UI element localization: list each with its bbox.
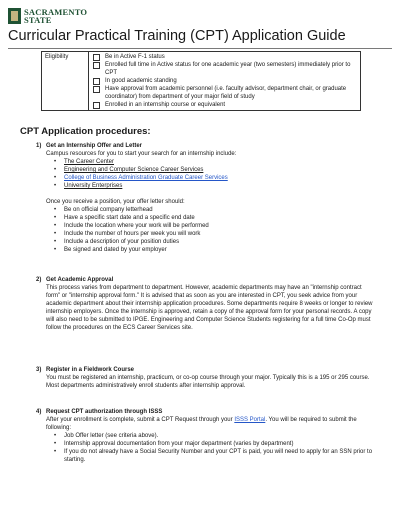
university-logo xyxy=(8,8,87,24)
list-item: • Internship approval documentation from your major department (varies by department) xyxy=(64,440,376,448)
checkbox-icon xyxy=(93,78,100,85)
list-item: • Include a description of your position duties xyxy=(64,238,376,246)
ecs-career-services-link[interactable]: Engineering and Computer Science Career Services xyxy=(64,167,204,173)
step-1-title: Get an Internship Offer and Letter xyxy=(46,143,143,149)
step-4-body: After your enrollment is complete, submit a CPT Request through your ISSS Portal. You will be required to submit the following: xyxy=(46,417,357,431)
step-3-section: 3) Register in a Fieldwork Course You must be registered an internship, practicum, or co-op course through your major. Typically this is a 195 or 295 course. Most departments administratively enroll students after internship approval. xyxy=(46,366,376,390)
logo-line-2: STATE xyxy=(24,15,52,25)
resource-list xyxy=(46,158,376,190)
submission-list xyxy=(46,432,376,464)
list-item: • Be signed and dated by your employer xyxy=(64,246,376,254)
title-divider xyxy=(8,48,392,49)
list-item: • Job Offer letter (see criteria above). xyxy=(64,432,376,440)
checkbox-icon xyxy=(93,62,100,69)
eligibility-table xyxy=(41,51,361,111)
university-enterprises-link[interactable]: University Enterprises xyxy=(64,183,123,189)
list-item: • Include the number of hours per week you will work xyxy=(64,230,376,238)
checkbox-icon xyxy=(93,54,100,61)
step-3-title: Register in a Fieldwork Course xyxy=(46,367,135,373)
step-2-body: This process varies from department to department. However, academic departments may have an "internship contract form" or "internship approval form." It is advised that as soon as you are interested in CPT, you seek advice from your academic department about their internship application procedures. Some departments require 8 weeks or longer to review internship employers. Once the internship is approved, retain a copy of the approval form for your personal records. A copy will also need to be submitted to IPGE. Engineering and Computer Science Students registering for a full time Co-Op must follow the procedures on the ECS Career Services site. xyxy=(46,285,373,331)
career-center-link[interactable]: The Career Center xyxy=(64,159,115,165)
list-item: • If you do not already have a Social Security Number and your CPT is paid, you will need to apply for an SSN prior to starting. xyxy=(64,448,376,464)
cba-career-services-link[interactable]: College of Business Administration Graduate Career Services xyxy=(64,175,228,181)
list-item xyxy=(64,166,376,174)
checkbox-icon xyxy=(93,86,100,93)
list-item xyxy=(64,182,376,190)
step-4-section: 4) Request CPT authorization through ISSS After your enrollment is complete, submit a CPT Request through your ISSS Portal. You will be required to submit the following: • Job Offer letter (see criteria above). • Internship approval documentation from your major department (varies by department) • If you do not already have a Social Security Number and your CPT is paid, you will need to apply for an SSN prior to starting. xyxy=(46,408,376,464)
page-title: Curricular Practical Training (CPT) Application Guide xyxy=(8,28,346,44)
list-item xyxy=(64,158,376,166)
criterion-row: Be in Active F-1 status xyxy=(92,53,357,61)
step-4-title: Request CPT authorization through ISSS xyxy=(46,409,163,415)
step-1-section: 1) Get an Internship Offer and Letter Campus resources for you to start your search for an internship include: • The Career Center • Engineering and Computer Science Career Services • College of Business Administration Graduate Career Services • University Enterprises Once you receive a position, your offer letter should: • Be on official company letterhead • Have a specific start date and a specific end date • Include the location where your work will be performed • Include the number of hours per week you will work • Include a description of your position duties • Be signed and dated by your employer xyxy=(46,142,376,254)
list-item xyxy=(64,174,376,182)
checkbox-icon xyxy=(93,102,100,109)
procedures-heading: CPT Application procedures: xyxy=(20,126,151,137)
eligibility-label: Eligibility xyxy=(42,52,89,111)
step-2-section: 2) Get Academic Approval This process varies from department to department. However, academic departments may have an "internship contract form" or "internship approval form." It is advised that as soon as you are interested in CPT, you seek advice from your academic department about their internship application procedures. Some departments require 8 weeks or longer to review internship employers. Once the internship is approved, retain a copy of the approval form for your personal records. A copy will also need to be submitted to IPGE. Engineering and Computer Science Students registering for a full time Co-Op must follow the procedures on the ECS Career Services site. xyxy=(46,276,376,332)
logo-line-1: SACRAMENTO xyxy=(24,7,88,17)
criterion-row: Have approval from academic personnel (i.e. faculty advisor, department chair, or graduate coordinator) from department of your major field of study xyxy=(92,85,357,101)
list-item: • Be on official company letterhead xyxy=(64,206,376,214)
criterion-row: In good academic standing xyxy=(92,77,357,85)
isss-portal-link[interactable]: ISSS Portal xyxy=(234,417,266,423)
step-2-title: Get Academic Approval xyxy=(46,277,114,283)
criterion-row: Enrolled in an internship course or equivalent xyxy=(92,101,357,109)
criterion-row: Enrolled full time in Active status for one academic year (two semesters) immediately prior to CPT xyxy=(92,61,357,77)
step-3-body: You must be registered an internship, practicum, or co-op course through your major. Typically this is a 195 or 295 course. Most departments administratively enroll students after internship approval. xyxy=(46,375,370,389)
eligibility-criteria xyxy=(89,52,361,111)
list-item: • Include the location where your work will be performed xyxy=(64,222,376,230)
offer-letter-requirements xyxy=(46,206,376,254)
list-item: • Have a specific start date and a specific end date xyxy=(64,214,376,222)
logo-mark-icon xyxy=(8,8,21,24)
